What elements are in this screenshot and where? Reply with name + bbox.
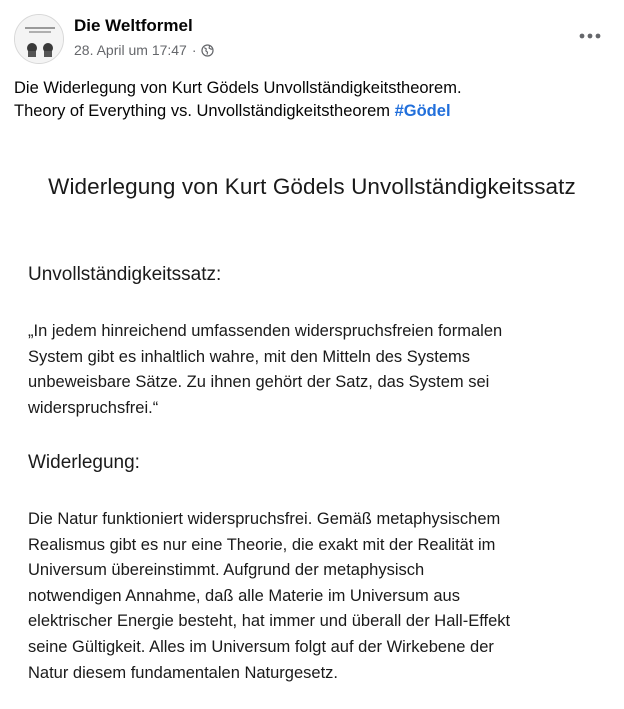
caption-line-1: Die Widerlegung von Kurt Gödels Unvollständigkeitstheorem. <box>14 79 462 97</box>
hashtag-link[interactable]: #Gödel <box>394 102 451 120</box>
post-image[interactable] <box>0 138 624 709</box>
post-header <box>0 0 624 72</box>
theorem-quote <box>28 319 608 421</box>
quote-line: widerspruchsfrei.“ <box>28 398 159 417</box>
image-heading-refutation: Widerlegung: <box>28 452 140 473</box>
meta-separator: · <box>191 42 197 58</box>
caption-line-2 <box>14 100 614 123</box>
body-line: Realismus gibt es nur eine Theorie, die exakt mit der Realität im <box>28 535 496 554</box>
quote-line: System gibt es inhaltlich wahre, mit den Mitteln des Systems <box>28 347 471 366</box>
post-caption <box>14 77 614 123</box>
globe-icon[interactable] <box>201 44 214 57</box>
body-line: Natur diesem fundamentalen Naturgesetz. <box>28 663 339 682</box>
image-title: Widerlegung von Kurt Gödels Unvollständigkeitssatz <box>48 174 576 199</box>
post-meta <box>74 42 214 58</box>
refutation-body <box>28 507 608 686</box>
body-line: Universum übereinstimmt. Aufgrund der metaphysisch <box>28 561 425 580</box>
body-line: Die Natur funktioniert widerspruchsfrei. Gemäß metaphysischem <box>28 510 501 528</box>
caption-line-2-text: Theory of Everything vs. Unvollständigkeitstheorem <box>14 102 395 120</box>
quote-line: „In jedem hinreichend umfassenden widerspruchsfreien formalen <box>28 322 503 340</box>
page-name[interactable]: Die Weltformel <box>74 16 193 35</box>
body-line: seine Gültigkeit. Alles im Universum folgt auf der Wirkebene der <box>28 637 494 656</box>
body-line: elektrischer Energie besteht, hat immer und überall der Hall-Effekt <box>28 612 511 631</box>
image-heading-theorem: Unvollständigkeitssatz: <box>28 264 222 285</box>
more-options-button[interactable] <box>574 22 606 50</box>
post-timestamp[interactable]: 28. April um 17:47 <box>74 42 187 58</box>
page-avatar[interactable] <box>14 14 64 64</box>
more-options-icon <box>579 33 601 39</box>
avatar-image <box>15 15 64 64</box>
body-line: notwendigen Annahme, daß alle Materie im Universum aus <box>28 586 460 605</box>
quote-line: unbeweisbare Sätze. Zu ihnen gehört der Satz, das System sei <box>28 373 490 392</box>
